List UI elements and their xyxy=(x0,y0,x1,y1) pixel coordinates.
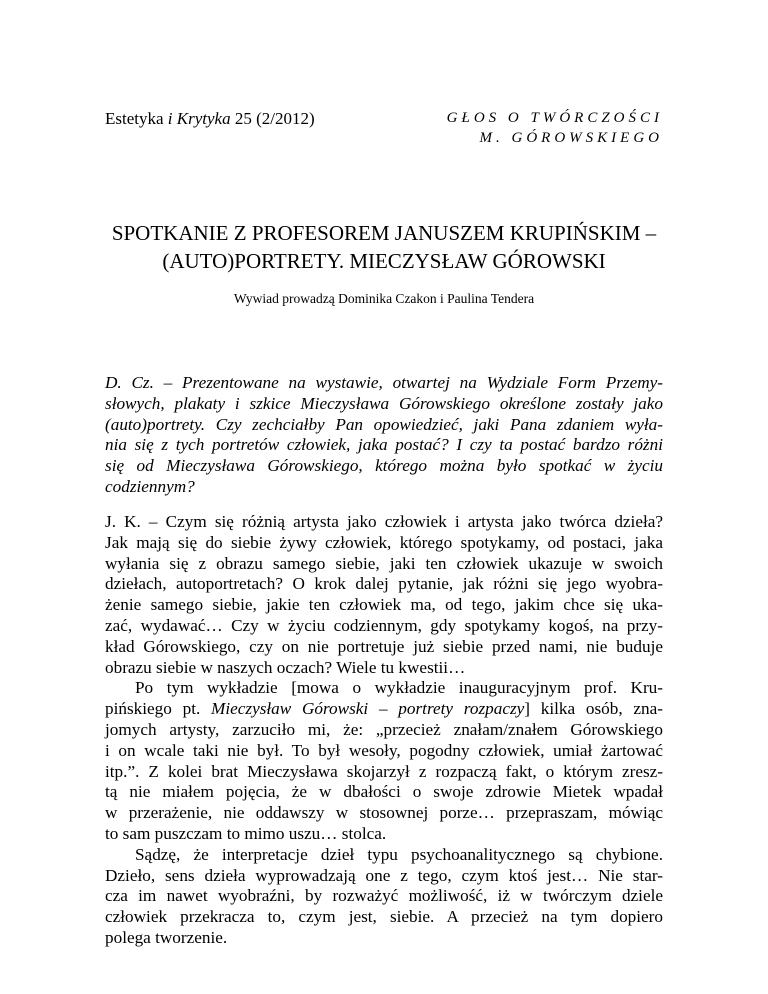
question-line: (auto)portrety. Czy zechciałby Pan opowiedzieć, jaki Pana zdaniem wyła- xyxy=(105,414,663,434)
answer-line: tą nie miałem pojęcia, że w dbałości o swoje zdrowie Mietek wpadał xyxy=(105,782,663,802)
answer-line: kład Górowskiego, czy on nie portretuje już siebie przed nami, nie buduje xyxy=(105,636,663,656)
answer-line: człowiek przekracza to, czym jest, siebie. A przecież na tym dopiero xyxy=(105,907,663,927)
answer-line: cza im nawet wyobraźni, by rozważyć możliwość, iż w twórczym dziele xyxy=(105,886,663,906)
journal-name-part: Estetyka xyxy=(105,109,168,128)
answer-line: Jak mają się do siebie żywy człowiek, którego spotykamy, od postaci, jaka xyxy=(105,532,663,552)
section-heading-line-1: GŁOS O TWÓRCZOŚCI xyxy=(446,110,663,126)
section-heading xyxy=(447,108,663,148)
interview-byline: Wywiad prowadzą Dominika Czakon i Paulina Tendera xyxy=(233,291,535,306)
answer-line: J. K. – Czym się różnią artysta jako człowiek i artysta jako twórca dzieła? xyxy=(105,512,663,531)
question-line: D. Cz. – Prezentowane na wystawie, otwartej na Wydziale Form Przemy- xyxy=(105,373,663,392)
interview-question xyxy=(105,373,663,498)
journal-name-italic-i: i xyxy=(167,109,173,128)
answer-line-with-title xyxy=(105,699,663,720)
answer-line: dziełach, autoportretach? O krok dalej pytanie, jak różni się jego wyobra- xyxy=(105,574,663,594)
question-line: się od Mieczysława Górowskiego, którego można było spotkać w życiu xyxy=(105,456,663,476)
answer-line: w przerażenie, nie oddawszy w stosownej porze… przepraszam, mówiąc xyxy=(105,803,663,823)
journal-name-italic-krytyka: Krytyka xyxy=(172,109,231,128)
answer-line: wyłania się z obrazu samego siebie, jaki ten człowiek ukazuje w swoich xyxy=(105,553,663,573)
answer-line: polega tworzenie. xyxy=(105,927,228,947)
question-line: nia się z tych portretów człowiek, jaka postać? I czy ta postać bardzo różni xyxy=(105,435,663,455)
answer-line: żenie samego siebie, jakie ten człowiek ma, od tego, jakim chce się uka- xyxy=(105,595,663,615)
article-title-line-1: SPOTKANIE Z PROFESOREM JANUSZEM KRUPIŃSKIM – xyxy=(111,221,657,245)
answer-line: Po tym wykładzie [mowa o wykładzie inauguracyjnym prof. Kru- xyxy=(135,678,663,698)
section-heading-line-2: M. GÓROWSKIEGO xyxy=(479,130,663,146)
answer-line: obrazu siebie w naszych oczach? Wiele tu kwestii… xyxy=(105,657,466,677)
answer-text: ] kilka osób, zna- xyxy=(524,699,663,719)
journal-issue: 25 (2/2012) xyxy=(230,109,315,128)
interview-answer xyxy=(105,512,663,949)
answer-line: to sam puszczam to mimo uszu… stolca. xyxy=(105,823,387,843)
answer-line: jomych artysty, zarzuciło mi, że: „przecież znałam/znałem Górowskiego xyxy=(105,719,663,739)
article-title xyxy=(100,219,668,275)
question-line: słowych, plakaty i szkice Mieczysława Górowskiego określone zostały jako xyxy=(105,393,663,413)
journal-reference xyxy=(105,109,315,129)
answer-line: zać, wydawać… Czy w życiu codziennym, gdy spotykamy kogoś, na przy- xyxy=(105,615,663,635)
answer-line: itp.”. Z kolei brat Mieczysława skojarzył z rozpaczą fakt, o którym zresz- xyxy=(105,761,663,781)
answer-text: pińskiego pt. xyxy=(105,699,212,719)
answer-line: i on wcale taki nie był. To był wesoły, pogodny człowiek, umiał żartować xyxy=(105,740,663,760)
lecture-title: Mieczysław Górowski – portrety rozpaczy xyxy=(211,699,525,719)
question-line: codziennym? xyxy=(105,476,195,496)
answer-line: Dzieło, sens dzieła wyprowadzają one z tego, czym ktoś jest… Nie star- xyxy=(105,865,663,885)
article-title-line-2: (AUTO)PORTRETY. MIECZYSŁAW GÓROWSKI xyxy=(162,249,606,273)
answer-line: Sądzę, że interpretacje dzieł typu psychoanalitycznego są chybione. xyxy=(135,844,663,864)
